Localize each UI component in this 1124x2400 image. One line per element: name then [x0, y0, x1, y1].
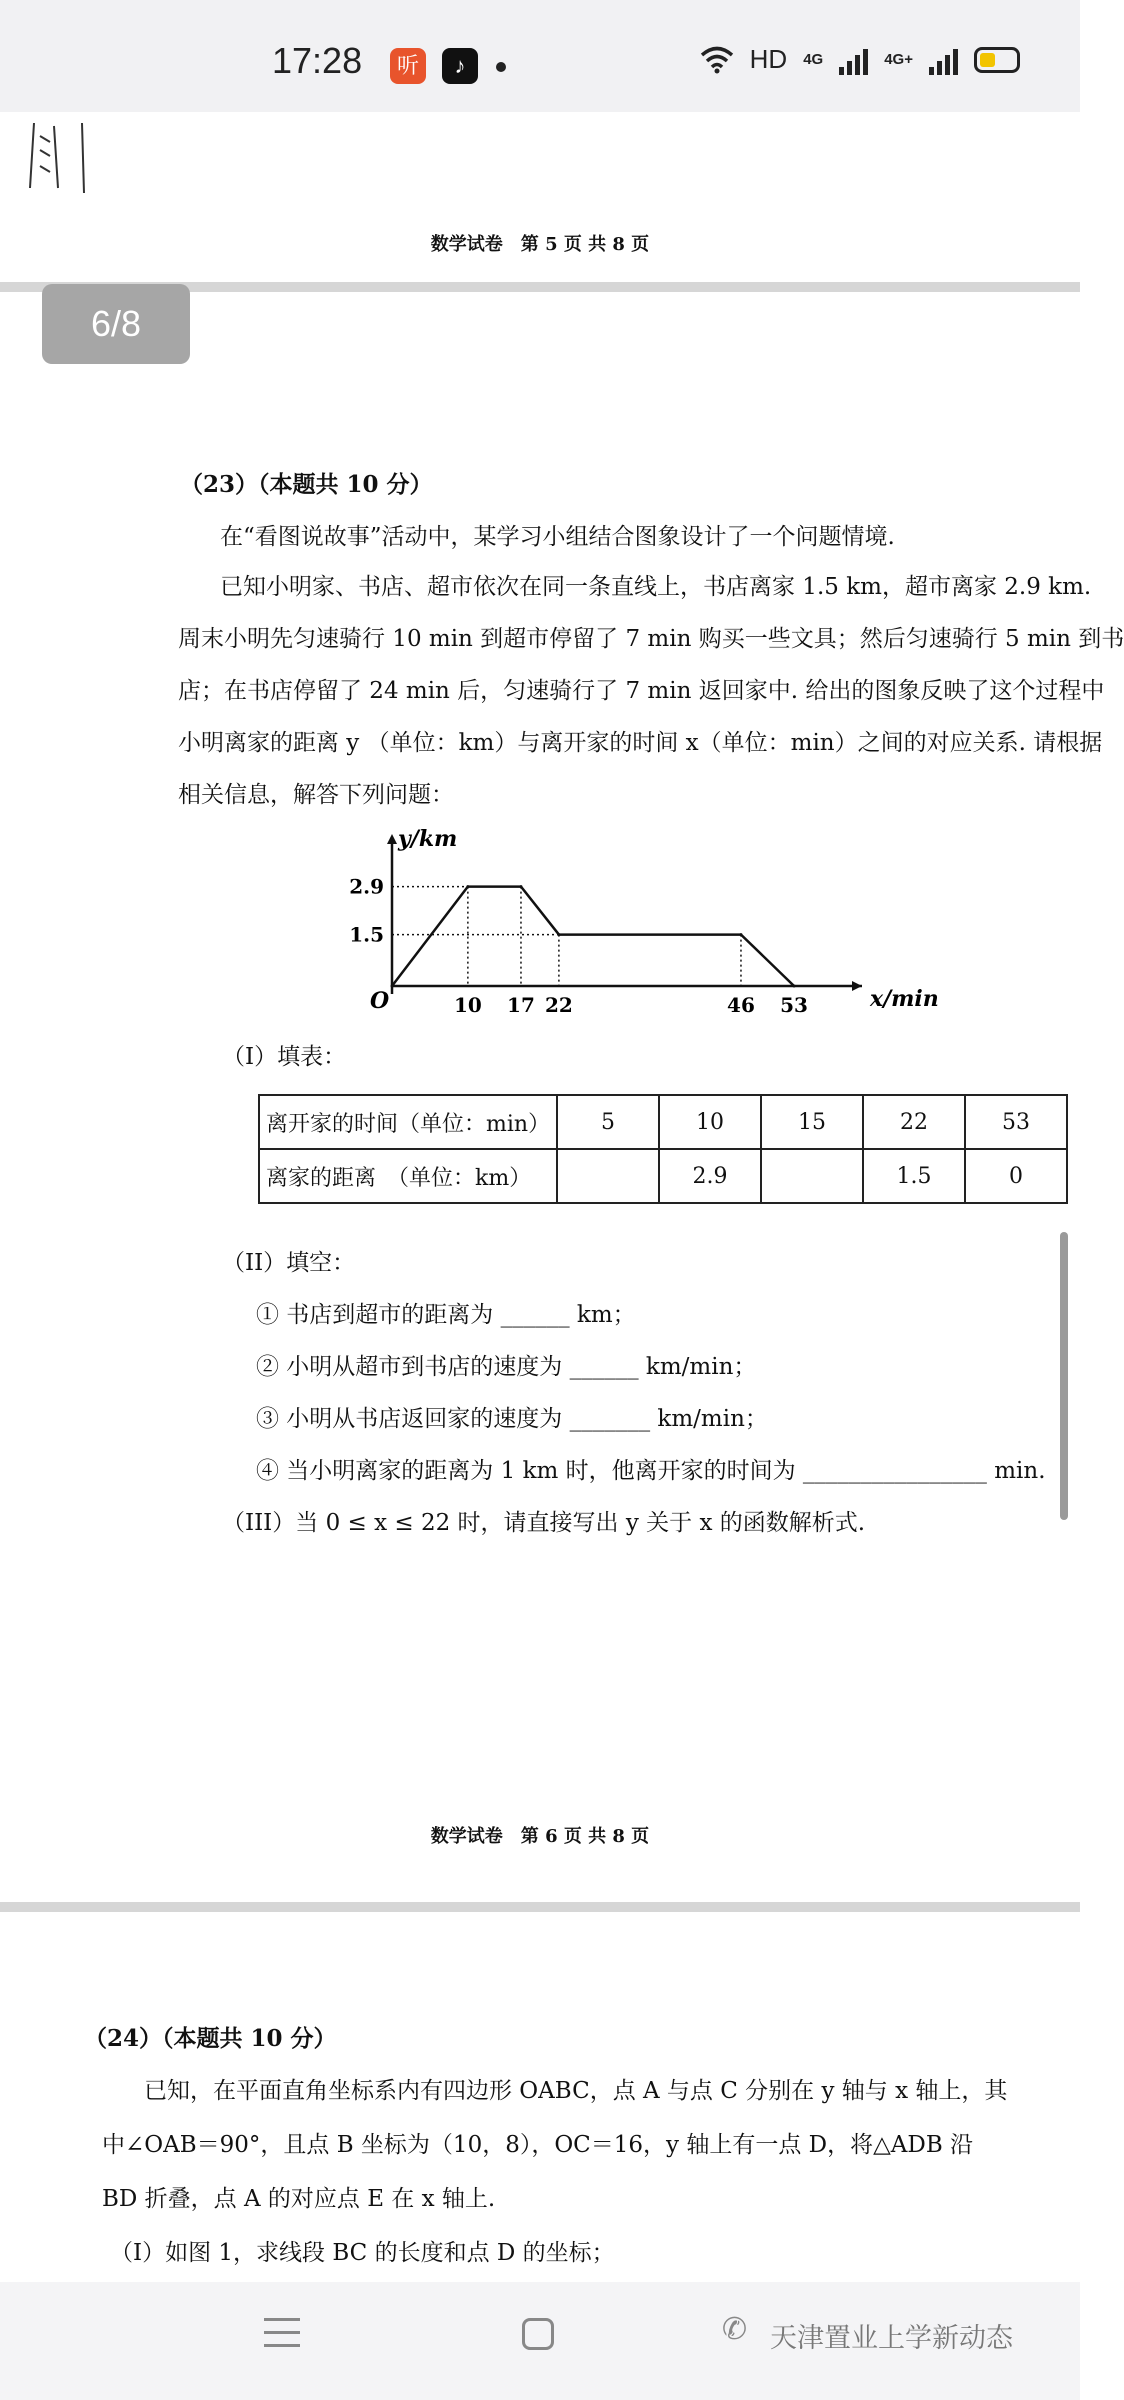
data-point	[557, 933, 560, 936]
x-tick-label: 17	[507, 993, 535, 1017]
scribble-marks-icon	[24, 118, 104, 198]
q24-line-3: BD 折叠，点 A 的对应点 E 在 x 轴上.	[102, 2186, 496, 2212]
graph-marks	[349, 875, 808, 1017]
data-point	[793, 985, 796, 988]
data-point	[519, 885, 522, 888]
table-cell: 53	[965, 1095, 1067, 1149]
table-cell: 1.5	[863, 1149, 965, 1203]
origin-label: O	[370, 988, 390, 1014]
notification-dot-icon	[496, 62, 506, 72]
q24-line-2: 中∠OAB＝90°，且点 B 坐标为（10，8），OC＝16，y 轴上有一点 D，将△ADB 沿	[102, 2132, 974, 2158]
x-axis-label: x/min	[870, 986, 939, 1012]
page-indicator[interactable]: 6/8	[42, 284, 190, 364]
fill-table	[258, 1094, 1068, 1204]
q23-line-1: 已知小明家、书店、超市依次在同一条直线上，书店离家 1.5 km，超市离家 2.9 km.	[220, 574, 1092, 600]
table-header-time: 离开家的时间（单位：min）	[259, 1095, 557, 1149]
table-cell: 10	[659, 1095, 761, 1149]
table-header-distance: 离家的距离 （单位：km）	[259, 1149, 557, 1203]
table-cell: 5	[557, 1095, 659, 1149]
graph-axes	[370, 826, 939, 1014]
q23-line-5: 相关信息，解答下列问题：	[178, 782, 454, 808]
signal-label-2: 4G+	[884, 51, 913, 68]
q23-part-2: （II）填空：	[222, 1250, 356, 1276]
y-tick-label: 1.5	[349, 922, 384, 947]
page-6-footer: 数学试卷 第 6 页 共 8 页	[430, 1826, 650, 1847]
series-line	[392, 887, 794, 986]
scrollbar[interactable]	[1060, 1232, 1068, 1520]
page-5-footer: 数学试卷 第 5 页 共 8 页	[430, 234, 650, 255]
y-tick-label: 2.9	[349, 874, 384, 899]
y-axis-label: y/km	[398, 826, 458, 852]
table-row-time	[259, 1095, 1067, 1149]
distance-time-graph	[340, 826, 939, 1028]
table-cell	[761, 1149, 863, 1203]
q23-line-4: 小明离家的距离 y （单位：km）与离开家的时间 x（单位：min）之间的对应关系. 请根据	[178, 730, 1103, 756]
q23-blank-4: ④ 当小明离家的距离为 1 km 时，他离开家的时间为 ________________ min.	[256, 1458, 1046, 1484]
table-cell: 0	[965, 1149, 1067, 1203]
clock: 17:28	[272, 40, 363, 81]
watermark-text: 天津置业上学新动态	[770, 2323, 1013, 2353]
data-point	[391, 985, 394, 988]
status-indicators	[700, 44, 1020, 75]
q23-blank-1: ① 书店到超市的距离为 ______ km；	[256, 1302, 636, 1328]
q23-intro: 在“看图说故事”活动中，某学习小组结合图象设计了一个问题情境.	[220, 524, 895, 550]
wifi-icon	[700, 46, 734, 74]
data-point	[739, 933, 742, 936]
data-point	[466, 885, 469, 888]
table-cell: 22	[863, 1095, 965, 1149]
y-axis-arrow	[387, 834, 397, 844]
page-divider	[0, 1902, 1080, 1912]
table-row-distance	[259, 1149, 1067, 1203]
status-bar	[0, 0, 1080, 112]
listen-app-icon: 听	[390, 48, 426, 84]
battery-fill	[980, 53, 995, 67]
q23-blank-3: ③ 小明从书店返回家的速度为 _______ km/min；	[256, 1406, 768, 1432]
home-button[interactable]	[522, 2318, 554, 2350]
x-tick-label: 22	[544, 993, 573, 1017]
q24-line-4: （I）如图 1，求线段 BC 的长度和点 D 的坐标；	[110, 2240, 615, 2266]
q23-header: （23）（本题共 10 分）	[180, 471, 433, 498]
q24-header: （24）（本题共 10 分）	[84, 2025, 337, 2052]
q23-line-2: 周末小明先匀速骑行 10 min 到超市停留了 7 min 购买一些文具；然后匀速骑行 5 min 到书	[178, 626, 1124, 652]
signal-bars-icon-2	[929, 45, 958, 75]
table-cell: 2.9	[659, 1149, 761, 1203]
q23-part-3: （III）当 0 ≤ x ≤ 22 时，请直接写出 y 关于 x 的函数解析式.	[222, 1510, 866, 1536]
signal-bars-icon	[839, 45, 868, 75]
q23-line-3: 店；在书店停留了 24 min 后，匀速骑行了 7 min 返回家中. 给出的图象反映了这个过程中	[178, 678, 1105, 704]
battery-icon	[974, 47, 1020, 73]
tiktok-app-icon: ♪	[442, 48, 478, 84]
page-5-tail	[0, 112, 1080, 282]
hd-label: HD	[749, 44, 788, 74]
q23-blank-2: ② 小明从超市到书店的速度为 ______ km/min；	[256, 1354, 757, 1380]
table-cell: 15	[761, 1095, 863, 1149]
chat-bubble-icon: ✆	[722, 2313, 748, 2346]
q23-part-1: （I）填表：	[222, 1044, 347, 1070]
x-tick-label: 53	[780, 993, 808, 1017]
signal-label-1: 4G	[803, 51, 824, 68]
x-tick-label: 46	[727, 993, 755, 1017]
x-axis-arrow	[852, 981, 862, 991]
x-tick-label: 10	[453, 993, 482, 1017]
menu-icon[interactable]	[264, 2318, 300, 2357]
table-cell	[557, 1149, 659, 1203]
q24-line-1: 已知，在平面直角坐标系内有四边形 OABC，点 A 与点 C 分别在 y 轴与 x 轴上，其	[144, 2078, 1008, 2104]
